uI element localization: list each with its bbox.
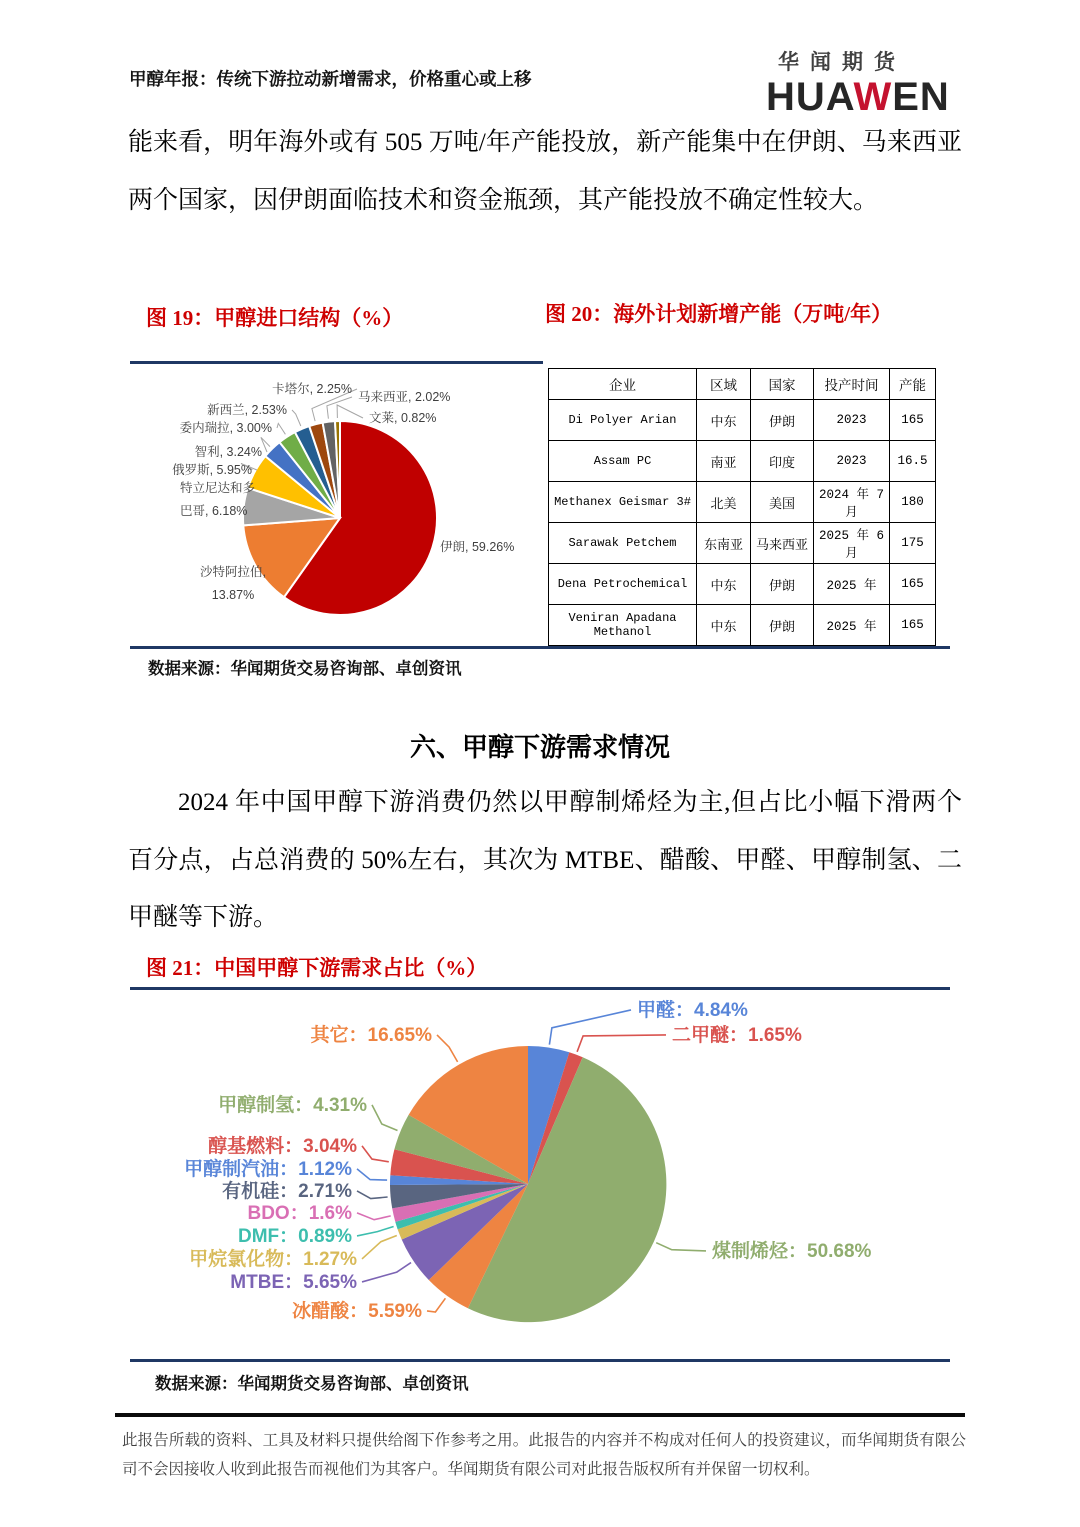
table-row — [549, 564, 936, 605]
figures-bottom-divider — [130, 646, 950, 649]
table-cell: Sarawak Petchem — [549, 523, 697, 564]
table-cell: 伊朗 — [751, 400, 814, 441]
leader-line-6 — [292, 410, 301, 426]
leader-line-7 — [357, 1213, 391, 1220]
pie-label-0: 甲醛：4.84% — [637, 1000, 748, 1021]
table-cell: 180 — [890, 482, 936, 523]
logo-english-text — [766, 76, 976, 118]
leader-line-8 — [357, 1191, 388, 1199]
leader-line-5 — [362, 1236, 397, 1259]
pie-label-3: 冰醋酸：5.59% — [292, 1301, 422, 1322]
table-cell: 2024 年 7 月 — [814, 482, 890, 523]
leader-line-9 — [337, 405, 363, 418]
table-cell: 2025 年 — [814, 564, 890, 605]
footer-divider — [115, 1413, 965, 1417]
table-cell: 2025 年 6 月 — [814, 523, 890, 564]
table-cell: Di Polyer Arian — [549, 400, 697, 441]
table-header-row — [549, 369, 936, 400]
leader-line-6 — [357, 1227, 394, 1236]
table-row — [549, 400, 936, 441]
body-paragraph-2: 2024 年中国甲醇下游消费仍然以甲醇制烯烃为主,但占比小幅下滑两个百分点，占总消费的 50%左右，其次为 MTBE、醋酸、甲醛、甲醇制氢、二甲醚等下游。 — [128, 789, 962, 931]
table-cell: 北美 — [697, 482, 751, 523]
data-source-note-2: 数据来源：华闻期货交易咨询部、卓创资讯 — [155, 1374, 469, 1393]
report-header-title: 甲醇年报：传统下游拉动新增需求，价格重心或上移 — [129, 69, 532, 89]
pie-label-5: 委内瑞拉, 3.00% — [179, 421, 272, 435]
figure-21-title: 图 21：中国甲醇下游需求占比（%） — [146, 956, 488, 980]
leader-line-3 — [427, 1298, 445, 1312]
huawen-logo — [766, 46, 976, 118]
logo-chinese-text: 华闻期货 — [778, 51, 906, 74]
data-source-note-1: 数据来源：华闻期货交易咨询部、卓创资讯 — [148, 659, 462, 678]
downstream-demand-pie-chart — [140, 994, 965, 1358]
pie-label-11: 甲醇制氢：4.31% — [218, 1095, 367, 1116]
column-header: 企业 — [549, 369, 697, 400]
logo-en-prefix: HUA — [766, 75, 854, 119]
pie-label-10: 醇基燃料：3.04% — [208, 1136, 357, 1157]
figure-19-divider — [130, 361, 543, 364]
leader-line-1 — [577, 1035, 666, 1052]
pie-label-6: DMF：0.89% — [237, 1226, 352, 1247]
leader-line-4 — [261, 437, 270, 452]
table-cell: 165 — [890, 400, 936, 441]
figure-21-top-divider — [130, 987, 950, 990]
table-cell: 伊朗 — [751, 605, 814, 646]
pie-label-9: 文莱, 0.82% — [369, 411, 437, 425]
leader-line-11 — [372, 1105, 398, 1131]
body-paragraph-1: 能来看，明年海外或有 505 万吨/年产能投放，新产能集中在伊朗、马来西亚两个国家，因伊朗面临技术和资金瓶颈，其产能投放不确定性较大。 — [128, 129, 962, 214]
leader-line-12 — [437, 1035, 458, 1062]
leader-line-10 — [362, 1146, 389, 1162]
column-header: 投产时间 — [814, 369, 890, 400]
pie-label-7: 卡塔尔, 2.25% — [272, 382, 352, 396]
table-cell: 伊朗 — [751, 564, 814, 605]
figure-20-title: 图 20：海外计划新增产能（万吨/年） — [545, 302, 893, 326]
pie-label-2: 特立尼达和多巴哥, 6.18% — [180, 481, 256, 518]
leader-line-0 — [549, 1010, 631, 1045]
table-cell: 美国 — [751, 482, 814, 523]
pie-label-6: 新西兰, 2.53% — [207, 403, 287, 417]
table-cell: 东南亚 — [697, 523, 751, 564]
table-cell: 南亚 — [697, 441, 751, 482]
pie-label-9: 甲醇制汽油：1.12% — [184, 1159, 352, 1180]
pie-label-4: 智利, 3.24% — [194, 445, 262, 459]
table-row — [549, 482, 936, 523]
leader-line-2 — [656, 1243, 706, 1251]
leader-line-4 — [362, 1263, 411, 1282]
table-cell: 165 — [890, 564, 936, 605]
figure-19-title: 图 19：甲醇进口结构（%） — [146, 306, 404, 330]
pie-label-12: 其它：16.65% — [310, 1025, 432, 1046]
table-cell: 中东 — [697, 564, 751, 605]
table-cell: Dena Petrochemical — [549, 564, 697, 605]
pie-label-7: BDO：1.6% — [247, 1203, 352, 1224]
table-cell: 中东 — [697, 400, 751, 441]
leader-line-5 — [277, 423, 285, 434]
table-cell: Veniran Apadana Methanol — [549, 605, 697, 646]
column-header: 国家 — [751, 369, 814, 400]
pie-label-8: 马来西亚, 2.02% — [358, 390, 451, 404]
table-cell: 175 — [890, 523, 936, 564]
pie-label-8: 有机硅：2.71% — [222, 1181, 352, 1202]
table-row — [549, 605, 936, 646]
table-cell: 中东 — [697, 605, 751, 646]
table-cell: 2025 年 — [814, 605, 890, 646]
pie-label-2: 煤制烯烃：50.68% — [712, 1241, 872, 1262]
pie-label-0: 伊朗, 59.26% — [440, 540, 515, 554]
pie-label-5: 甲烷氯化物：1.27% — [189, 1249, 357, 1270]
footer-disclaimer: 此报告所载的资料、工具及材料只提供给阁下作参考之用。此报告的内容并不构成对任何人的投资建议，而华闻期货有限公司不会因接收人收到此报告而视他们为其客户。华闻期货有限公司对此报告版权所有并保留一切权利。 — [122, 1432, 966, 1479]
logo-en-suffix: EN — [892, 75, 950, 119]
leader-line-9 — [357, 1169, 387, 1180]
pie-label-4: MTBE：5.65% — [230, 1272, 357, 1293]
table-cell: 印度 — [751, 441, 814, 482]
table-cell: 2023 — [814, 441, 890, 482]
section-heading: 六、甲醇下游需求情况 — [409, 733, 670, 762]
table-cell: Methanex Geismar 3# — [549, 482, 697, 523]
table-cell: 16.5 — [890, 441, 936, 482]
column-header: 产能 — [890, 369, 936, 400]
column-header: 区域 — [697, 369, 751, 400]
logo-en-red-w: W — [853, 75, 893, 119]
table-row — [549, 523, 936, 564]
table-cell: Assam PC — [549, 441, 697, 482]
import-structure-pie-chart — [140, 368, 540, 648]
overseas-capacity-table — [548, 368, 936, 646]
table-cell: 165 — [890, 605, 936, 646]
pie-label-3: 俄罗斯, 5.95% — [172, 463, 252, 477]
table-cell: 2023 — [814, 400, 890, 441]
table-cell: 马来西亚 — [751, 523, 814, 564]
pie-label-1: 沙特阿拉伯, 13.87% — [200, 565, 266, 602]
figure-21-bottom-divider — [130, 1359, 950, 1362]
pie-label-1: 二甲醚：1.65% — [672, 1025, 802, 1046]
table-row — [549, 441, 936, 482]
